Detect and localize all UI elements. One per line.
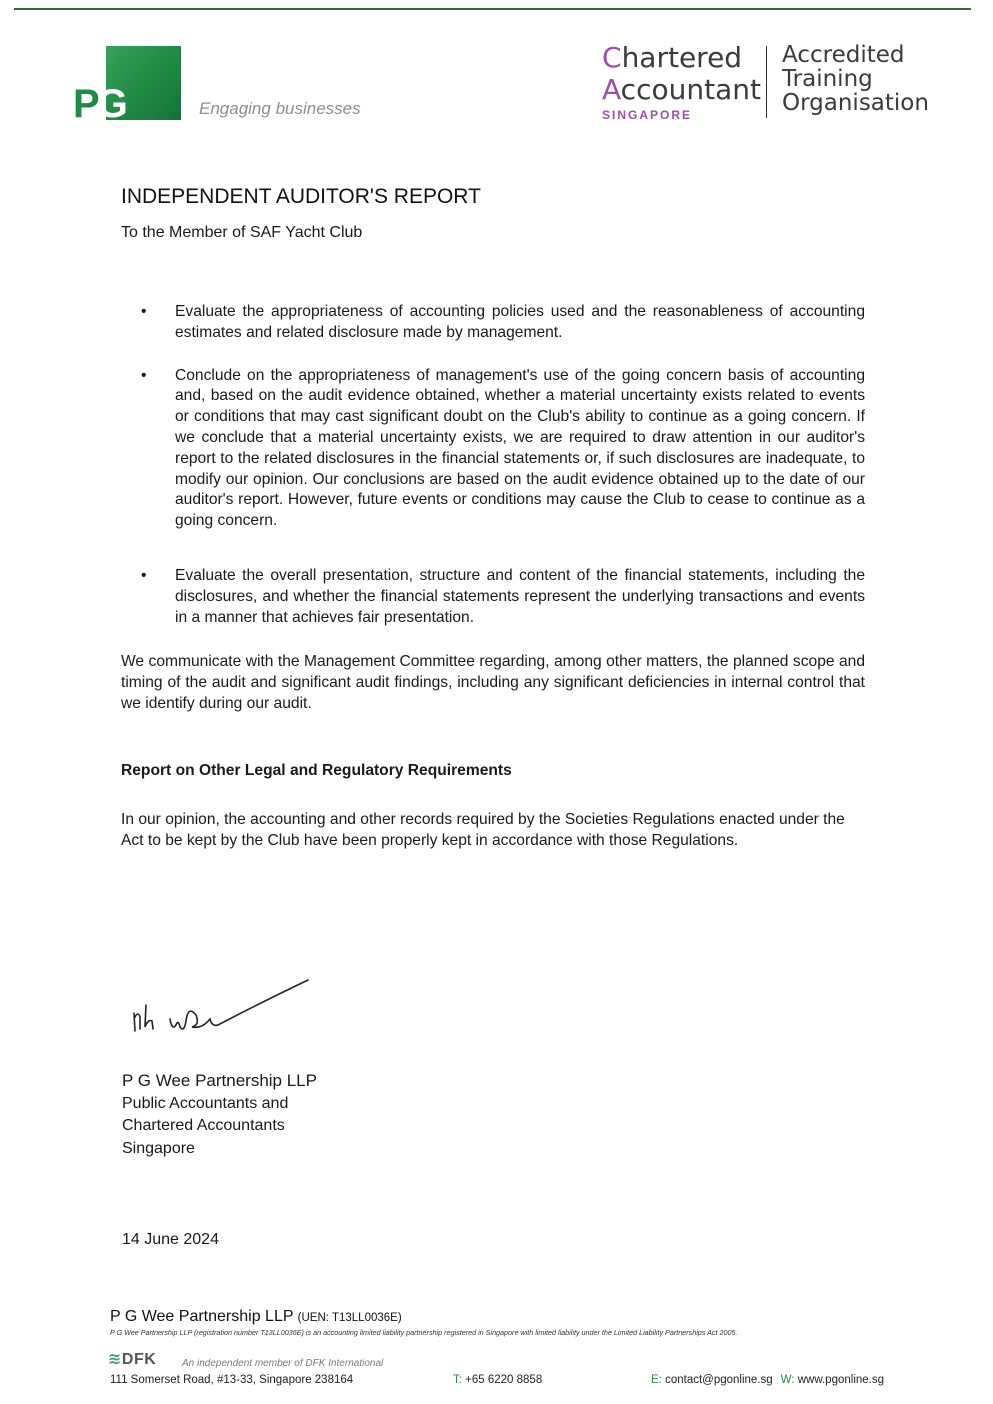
ca-line-accountant	[602, 74, 761, 106]
phone-number: +65 6220 8858	[465, 1374, 543, 1386]
signatory-block	[122, 1070, 317, 1160]
email-address: contact@pgonline.sg	[665, 1374, 773, 1386]
website: www.pgonline.sg	[797, 1374, 885, 1386]
bullet-text: Conclude on the appropriateness of management's use of the going concern basis of accounting and, based on the audit evidence obtained, whether a material uncertainty exists related to events or conditions that may cast significant doubt on the Club's ability to continue as a going concern. If we conclude that a material uncertainty exists, we are required to draw attention in our auditor's report to the related disclosures in the financial statements or, if such disclosures are inadequate, to modify our opinion. Our conclusions are based on the audit evidence obtained up to the date of our auditor's report. However, future events or conditions may cause the Club to cease to continue as a going concern.	[175, 366, 865, 530]
dfk-logo-mark-icon: ≋	[108, 1351, 122, 1368]
tagline: Engaging businesses	[199, 99, 361, 118]
bullet-item	[121, 302, 865, 344]
footer-contact	[651, 1374, 884, 1386]
signatory-firm: P G Wee Partnership LLP	[122, 1071, 317, 1090]
dfk-logo-text: DFK	[121, 1351, 157, 1368]
top-rule	[14, 8, 971, 10]
ato-line: Organisation	[782, 90, 929, 116]
footer-firm	[110, 1308, 402, 1326]
signatory-line: Singapore	[122, 1139, 195, 1157]
footer-address: 111 Somerset Road, #13-33, Singapore 238164	[110, 1374, 354, 1386]
communication-paragraph: We communicate with the Management Committee regarding, among other matters, the planned scope and timing of the audit and significant audit findings, including any significant deficiencies in internal control that we identify during our audit.	[121, 653, 865, 712]
ca-initial-a: A	[602, 73, 621, 106]
chartered-accountant-logo	[602, 42, 761, 122]
pg-logo-letter-p: P	[73, 82, 97, 126]
signatory-line: Public Accountants and	[122, 1094, 289, 1112]
pg-logo-letters	[73, 84, 125, 124]
opinion-paragraph: In our opinion, the accounting and other records required by the Societies Regulations enacted under the Act to be kept by the Club have been properly kept in accordance with those Regulations.	[121, 811, 845, 849]
footer-uen: (UEN: T13LL0036E)	[297, 1312, 402, 1324]
web-label: W:	[780, 1374, 795, 1386]
footer-phone	[453, 1374, 542, 1386]
bullet-dot: •	[141, 566, 147, 584]
bullet-text: Evaluate the overall presentation, structure and content of the financial statements, including the disclosures, and whether the financial statements represent the underlying transactions and events in a manner that achieves fair presentation.	[175, 566, 865, 626]
bullet-item	[121, 566, 865, 628]
ato-line: Training	[782, 66, 873, 92]
bullet-dot: •	[141, 303, 147, 320]
ca-initial-c: C	[602, 41, 622, 74]
ato-line: Accredited	[782, 42, 905, 68]
ca-country: SINGAPORE	[602, 108, 693, 122]
report-date: 14 June 2024	[122, 1231, 219, 1248]
ca-word-accountant: ccountant	[620, 73, 761, 106]
report-recipient: To the Member of SAF Yacht Club	[121, 224, 363, 241]
footer-legal-notice: P G Wee Partnership LLP (registration number T13LL0036E) is an accounting limited liability partnership registered in Singapore with limited liability under the Limited Liability Partnerships Act 2005.	[110, 1328, 738, 1337]
report-title: INDEPENDENT AUDITOR'S REPORT	[121, 185, 481, 208]
bullet-item	[121, 366, 865, 532]
phone-label: T:	[453, 1374, 462, 1386]
bullet-dot: •	[141, 366, 147, 384]
pg-logo	[73, 46, 181, 126]
signatory-line: Chartered Accountants	[122, 1117, 285, 1134]
ca-line-chartered	[602, 42, 761, 74]
accredited-training-organisation	[782, 43, 929, 115]
ca-word-chartered: hartered	[621, 41, 743, 74]
footer-firm-name: P G Wee Partnership LLP	[110, 1308, 294, 1325]
dfk-membership: An independent member of DFK International	[182, 1358, 384, 1369]
bullet-list	[121, 302, 865, 628]
dfk-logo	[108, 1349, 156, 1369]
logo-divider	[766, 46, 767, 118]
other-requirements-heading: Report on Other Legal and Regulatory Requirements	[121, 762, 512, 779]
bullet-text: Evaluate the appropriateness of accounting policies used and the reasonableness of accounting estimates and related disclosure made by management.	[175, 303, 865, 341]
pg-logo-letter-g: G	[96, 82, 125, 126]
email-label: E:	[651, 1374, 662, 1386]
signature-image	[126, 975, 316, 1040]
